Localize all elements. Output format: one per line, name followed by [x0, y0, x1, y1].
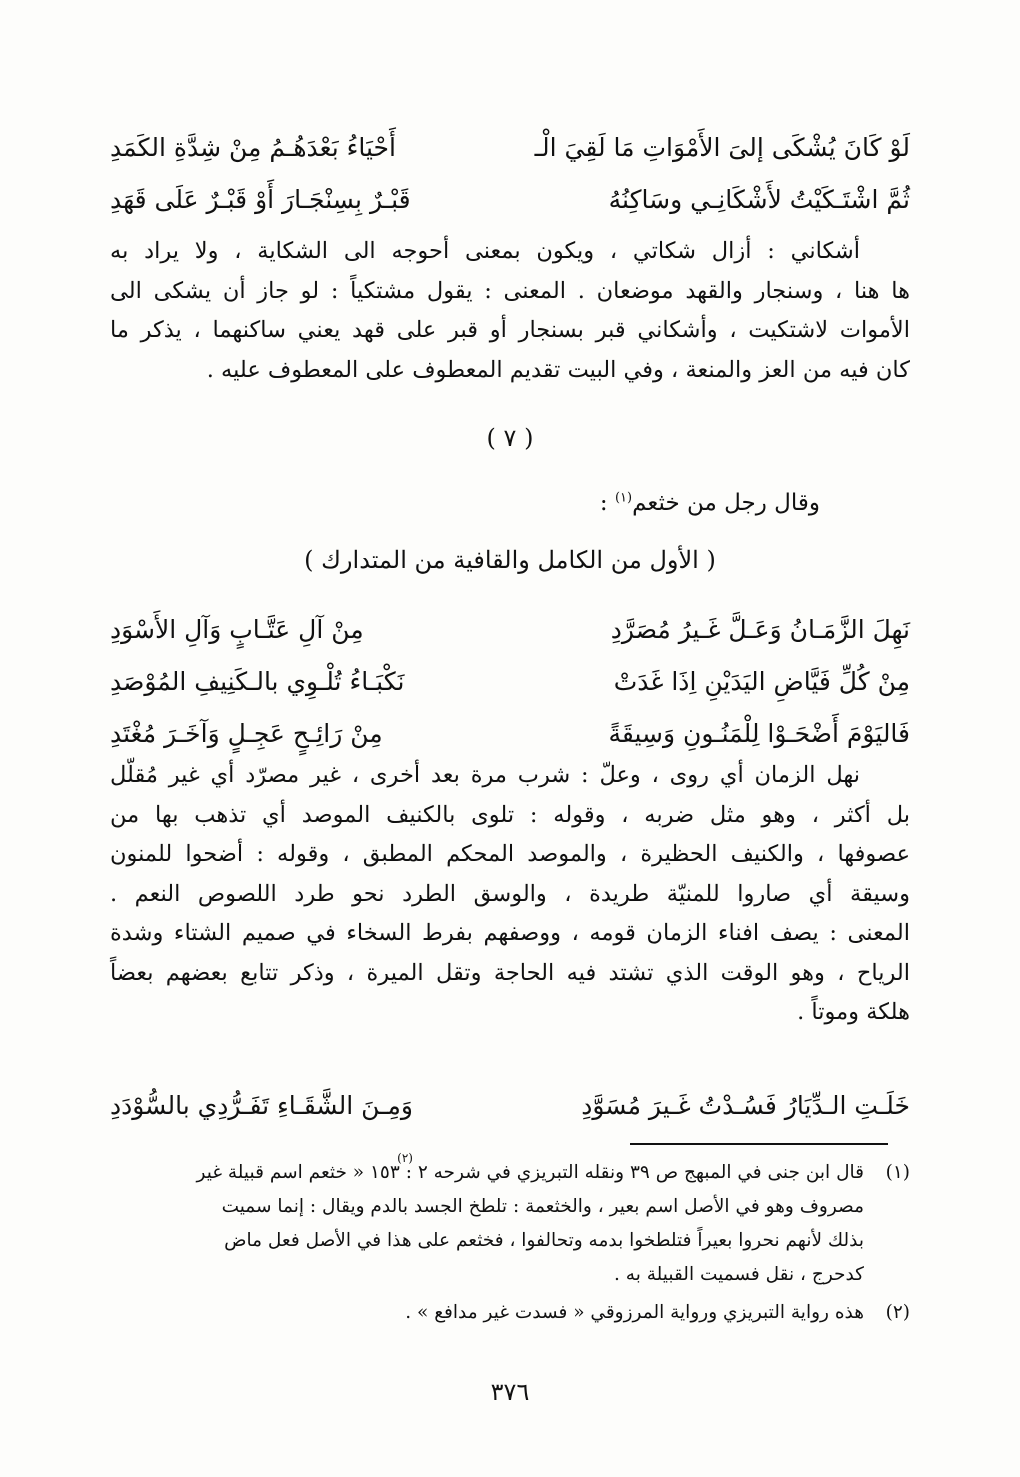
intro-line — [600, 490, 820, 516]
footnote-line: قال ابن جنى في المبهج ص ٣٩ ونقله التبريزي في شرحه ٢ : ١٥٣ « خثعم اسم قبيلة غير — [196, 1162, 864, 1183]
footnote-number: (١) — [885, 1162, 910, 1183]
footnote-line: بذلك لأنهم نحروا بعيراً فتلطخوا بدمه وتحالفوا ، فخثعم على هذا في الأصل فعل ماض — [224, 1230, 864, 1251]
intro-colon: : — [599, 490, 615, 516]
verse-line — [110, 656, 910, 708]
verses-top — [110, 122, 910, 226]
verses-main — [110, 604, 910, 760]
intro-text: وقال رجل من خثعم — [632, 490, 820, 516]
commentary-line: الرياح ، وهو الوقت الذي تشتد فيه الحاجة وتقل الميرة ، وذكر تتابع بعضهم بعضاً — [110, 959, 910, 986]
page-number: ٣٧٦ — [490, 1378, 530, 1406]
footnote — [110, 1156, 910, 1292]
verse-line — [110, 604, 910, 656]
verse-line — [110, 174, 910, 226]
commentary-line: عصوفها ، والكنيف الحظيرة ، والموصد المحكم المطبق ، وقوله : أضحوا للمنون — [110, 841, 910, 867]
section-number: ( ٧ ) — [486, 424, 534, 452]
verse-hemistich-right: خَلَـتِ الـدِّيَارُ فَسُـدْتُ غَـيرَ مُسَوَّدِ — [581, 1091, 910, 1120]
commentary-line: أشكاني : أزال شكاتي ، ويكون بمعنى أحوجه الى الشكاية ، ولا يراد به — [110, 238, 860, 264]
verse-hemistich-left: نَكْبَـاءُ تُلْـوِي بالـكَنِيفِ المُوْصَدِ — [110, 667, 405, 696]
commentary-line: الأموات لاشتكيت ، وأشكاني قبر بسنجار أو قبر على قهد يعني ساكنهما ، يذكر ما — [110, 317, 910, 343]
verse-hemistich-right: فَاليَوْمَ أَضْحَـوْا لِلْمَنُـونِ وَسِيقَةً — [608, 719, 910, 748]
commentary-paragraph — [110, 232, 910, 390]
commentary-line: وسيقة أي صاروا للمنيّة طريدة ، والوسق الطرد نحو طرد اللصوص النعم . — [110, 880, 910, 907]
footnote-rule — [630, 1143, 888, 1145]
meter-heading: ( الأول من الكامل والقافية من المتدارك ) — [304, 546, 716, 574]
verse-hemistich-left-wrap — [110, 1080, 413, 1165]
commentary-line: كان فيه من العز والمنعة ، وفي البيت تقديم المعطوف على المعطوف عليه . — [206, 356, 910, 383]
footnote-number: (٢) — [885, 1302, 910, 1323]
footnote — [110, 1296, 910, 1330]
footnote-line: هذه رواية التبريزي ورواية المرزوقي « فسدت غير مدافع » . — [405, 1302, 864, 1323]
verse-hemistich-left: مِنْ رَائِـحٍ عَجِـلٍ وَآخَـرَ مُغْتَدِ — [110, 719, 383, 748]
footnote-ref: (٢) — [397, 1151, 413, 1165]
verse-hemistich-right: مِنْ كُلِّ فَيَّاضِ اليَدَيْنِ اِذَا غَدَتْ — [613, 667, 910, 696]
commentary-line: المعنى : يصف افناء الزمان قومه ، ووصفهم بفرط السخاء في صميم الشتاء وشدة — [110, 920, 910, 946]
verse-hemistich-right: ثُمَّ اشْتَـكَيْتُ لأَشْكَانِـي وسَاكِنُهُ — [608, 185, 910, 214]
verse-hemistich-right: نَهِلَ الزَّمَـانُ وَعَـلَّ غَـيرُ مُصَرَّدِ — [610, 615, 910, 644]
verse-line — [110, 708, 910, 760]
footnote-line: مصروف وهو في الأصل اسم بعير ، والخثعمة : تلطخ الجسد بالدم ويقال : إنما سميت — [221, 1196, 864, 1217]
verse-hemistich-left: قَبْـرٌ بِسِنْجَـارَ أَوْ قَبْـرٌ عَلَى قَهَدِ — [110, 185, 411, 214]
commentary-main — [110, 756, 910, 1033]
verse-line — [110, 122, 910, 174]
commentary-line: هلكة وموتاً . — [797, 999, 910, 1025]
verse-hemistich-left: مِنْ آلِ عَتَّـابٍ وَآلِ الأَسْوَدِ — [110, 615, 364, 644]
commentary-line: ها هنا ، وسنجار والقهد موضعان . المعنى : يقول مشتكياً : لو جاز أن يشكى الى — [110, 277, 910, 304]
verse-line — [110, 1080, 910, 1165]
commentary-paragraph — [110, 756, 910, 1033]
footnote-first-line — [110, 1296, 910, 1330]
verse-hemistich-left: وَمِـنَ الشَّقَـاءِ تَفَـرُّدِي بالسُّوْدَدِ — [110, 1091, 413, 1120]
verse-last — [110, 1080, 910, 1165]
footnote-first-line — [110, 1156, 910, 1190]
commentary-line: نهل الزمان أي روى ، وعلّ : شرب مرة بعد أخرى ، غير مصرّد أي غير مُقلّل — [110, 762, 860, 788]
footnote-line: كدحرج ، نقل فسميت القبيلة به . — [614, 1264, 864, 1285]
commentary-top — [110, 232, 910, 390]
footnote-ref: (١) — [614, 490, 633, 506]
verse-hemistich-left: أَحْيَاءُ بَعْدَهُـمُ مِنْ شِدَّةِ الكَمَدِ — [110, 133, 396, 162]
commentary-line: بل أكثر ، وهو مثل ضربه ، وقوله : تلوى بالكنيف الموصد أي تذهب بها من — [110, 801, 910, 828]
verse-hemistich-right: لَوْ كَانَ يُشْكَى إلىَ الأَمْوَاتِ مَا لَقِيَ الْـ — [534, 133, 910, 162]
footnotes — [110, 1156, 910, 1330]
